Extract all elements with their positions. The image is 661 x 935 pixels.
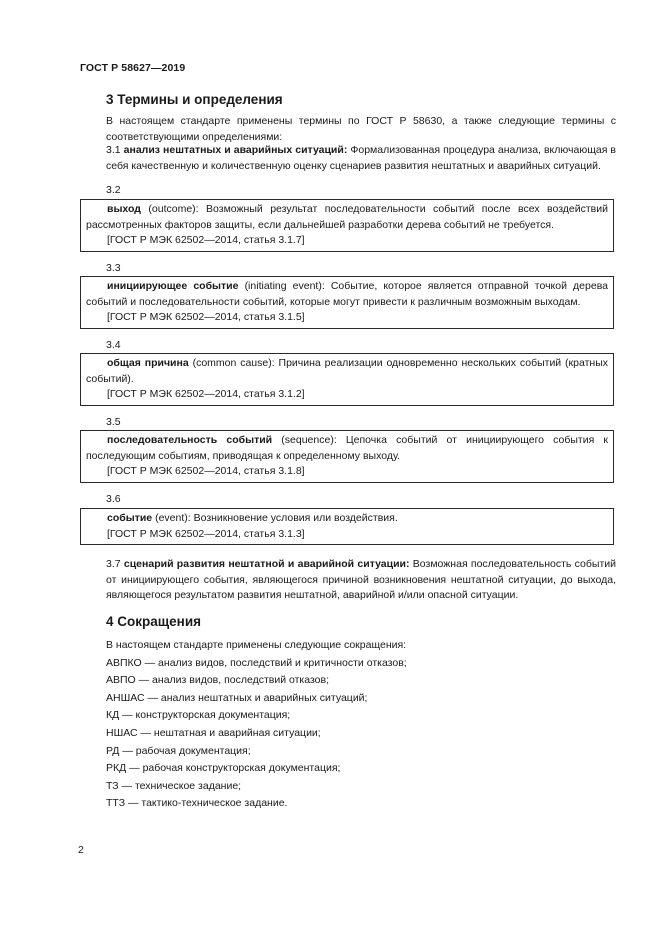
term-3-5-text: (sequence): Цепочка событий от инициирующего события к последующим событиям, приводящая к определенному выходу. [86,434,609,462]
term-3-5-box [80,430,614,483]
term-3-1-term: анализ нештатных и аварийных ситуаций: [123,144,348,156]
term-3-5-number: 3.5 [106,416,121,428]
term-3-1 [80,143,616,174]
term-3-6-text: (event): Возникновение условия или воздействия. [155,512,398,524]
term-3-3-box [80,276,614,329]
list-item: АНШАС — анализ нештатных и аварийных ситуаций; [106,691,368,704]
page-number: 2 [78,844,84,856]
term-3-1-text: Формализованная процедура анализа, включающая в себя качественную и количественную оценку сценариев развития нештатных и аварийных ситуаций. [106,144,616,172]
term-3-2-box [80,199,614,252]
list-item: АВПКО — анализ видов, последствий и критичности отказов; [106,656,407,669]
term-3-3-number: 3.3 [106,262,121,274]
term-3-1-number: 3.1 [106,144,121,156]
term-3-6-source: [ГОСТ Р МЭК 62502—2014, статья 3.1.3] [107,527,305,540]
section-3-intro-text: В настоящем стандарте применены термины по ГОСТ Р 58630, а также следующие термины с соответствующими определениями: [106,115,616,143]
term-3-6-box [80,508,614,545]
abbreviations-intro: В настоящем стандарте применены следующие сокращения: [106,639,407,651]
term-3-4-text: (common cause): Причина реализации одновременно нескольких событий (кратных событий). [86,357,608,385]
term-3-5-term: последовательность событий [107,434,273,446]
term-3-2-number: 3.2 [106,184,121,196]
section-3-title: 3 Термины и определения [106,92,283,107]
term-3-7-term: сценарий развития нештатной и аварийной ситуации: [123,558,410,570]
term-3-4-term: общая причина [107,357,189,369]
term-3-4-source: [ГОСТ Р МЭК 62502—2014, статья 3.1.2] [107,388,305,400]
list-item: ТЗ — техническое задание; [106,779,242,792]
term-3-7-text: Возможная последовательность событий от инициирующего события, являющегося причиной возникновения нештатной ситуации, до выхода, являющегося результатом развития нештатной, аварийной и/или опасной ситуации. [106,558,616,601]
term-3-2-term: выход [107,203,141,215]
document-header: ГОСТ Р 58627—2019 [80,62,186,74]
term-3-4-box [80,353,614,406]
term-3-3-source: [ГОСТ Р МЭК 62502—2014, статья 3.1.5] [107,311,305,323]
abbreviations-list [106,637,407,813]
term-3-5-source: [ГОСТ Р МЭК 62502—2014, статья 3.1.8] [107,465,305,477]
term-3-2-text: (outcome): Возможный результат последовательности событий после всех воздействий рассмотренных факторов защиты, если дальнейшей разработки дерева событий не требуется. [86,203,608,231]
term-3-7-number: 3.7 [106,558,121,570]
term-3-3-text: (initiating event): Событие, которое является отправной точкой дерева событий и последовательности событий, которые могут привести к различным возможным выходам. [86,280,609,308]
list-item: РД — рабочая документация; [106,744,251,757]
list-item: ТТЗ — тактико-техническое задание. [106,797,288,810]
list-item: АВПО — анализ видов, последствий отказов; [106,674,329,687]
section-3-intro [80,114,616,145]
list-item: КД — конструкторская документация; [106,709,291,722]
term-3-4-number: 3.4 [106,339,121,351]
term-3-6-term: событие [107,512,153,524]
term-3-2-source: [ГОСТ Р МЭК 62502—2014, статья 3.1.7] [107,234,305,246]
term-3-3-term: инициирующее событие [107,280,239,292]
term-3-7 [80,557,616,604]
section-4-title: 4 Сокращения [106,614,201,629]
term-3-6-number: 3.6 [106,493,121,505]
list-item: РКД — рабочая конструкторская документация; [106,762,341,775]
list-item: НШАС — нештатная и аварийная ситуации; [106,726,321,739]
